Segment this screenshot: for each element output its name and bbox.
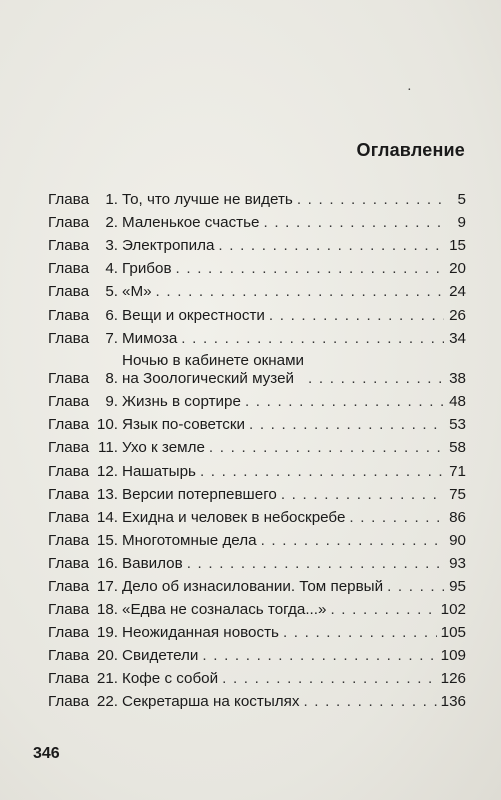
- chapter-number: 20.: [96, 647, 118, 665]
- chapter-title: Нашатырь: [122, 462, 196, 480]
- chapter-title: Жизнь в сортире: [122, 393, 241, 411]
- dot-leader: [264, 214, 445, 232]
- chapter-title: Электропила: [122, 237, 215, 255]
- dot-leader: [200, 463, 444, 481]
- toc-entry: [48, 411, 466, 434]
- chapter-label: Глава: [48, 554, 90, 572]
- chapter-label: Глава: [48, 283, 90, 301]
- chapter-number: 13.: [96, 485, 118, 503]
- chapter-label: Глава: [48, 439, 90, 457]
- chapter-title: Многотомные дела: [122, 531, 257, 549]
- chapter-number: 3.: [105, 237, 118, 255]
- toc-entry: [48, 504, 466, 527]
- chapter-number: 14.: [96, 508, 118, 526]
- chapter-title: Дело об изнасиловании. Том первый: [122, 578, 384, 595]
- chapter-number: 16.: [96, 554, 118, 572]
- dot-leader: [281, 486, 444, 504]
- toc-entry: [48, 481, 466, 504]
- dot-leader: [283, 624, 437, 642]
- toc-entry: [48, 573, 466, 596]
- chapter-page: 109: [440, 647, 466, 665]
- chapter-title: Вещи и окрестности: [122, 306, 265, 324]
- chapter-label: Глава: [48, 237, 90, 255]
- dot-leader: [209, 439, 444, 457]
- chapter-title: Свидетели: [122, 647, 199, 665]
- chapter-page: 38: [449, 370, 466, 388]
- stray-mark: ·: [407, 83, 412, 98]
- toc-entry: [48, 527, 466, 550]
- chapter-number: 12.: [96, 462, 118, 480]
- dot-leader: [303, 693, 436, 711]
- toc-entry: [48, 665, 466, 688]
- dot-leader: [187, 555, 444, 573]
- page-number: 346: [33, 745, 60, 762]
- chapter-page: 53: [449, 416, 466, 434]
- chapter-number: 17.: [96, 578, 118, 595]
- chapter-label: Глава: [48, 329, 90, 347]
- chapter-title: Мимоза: [122, 329, 178, 347]
- chapter-label: Глава: [48, 508, 90, 526]
- toc-entry: [48, 596, 466, 619]
- chapter-title: Грибов: [122, 260, 172, 278]
- chapter-page: 71: [449, 462, 466, 480]
- chapter-title: Ночью в кабинете окнами на Зоологический музей: [122, 352, 305, 388]
- chapter-number: 7.: [105, 329, 118, 347]
- toc-entry: [48, 550, 466, 573]
- chapter-number: 15.: [96, 531, 118, 549]
- chapter-number: 8.: [105, 370, 118, 388]
- chapter-page: 93: [449, 554, 466, 572]
- toc-entry: [48, 348, 466, 389]
- chapter-number: 19.: [96, 624, 118, 642]
- toc-entry: [48, 255, 466, 278]
- chapter-title: То, что лучше не видеть: [122, 191, 293, 209]
- dot-leader: [330, 601, 436, 619]
- dot-leader: [308, 370, 444, 388]
- chapter-title: Кофе с собой: [122, 670, 219, 688]
- chapter-number: 11.: [98, 439, 118, 457]
- chapter-page: 48: [449, 393, 466, 411]
- chapter-label: Глава: [48, 191, 90, 209]
- dot-leader: [218, 237, 444, 255]
- chapter-page: 15: [449, 237, 466, 255]
- dot-leader: [387, 578, 444, 596]
- chapter-label: Глава: [48, 647, 90, 665]
- dot-leader: [349, 509, 444, 527]
- chapter-title: Ухо к земле: [122, 439, 205, 457]
- dot-leader: [176, 260, 444, 278]
- toc-entry: [48, 209, 466, 232]
- toc-entry: [48, 186, 466, 209]
- chapter-title: Ехидна и человек в небоскребе: [122, 508, 346, 526]
- chapter-number: 9.: [105, 393, 118, 411]
- chapter-title: «М»: [122, 283, 152, 301]
- chapter-page: 86: [449, 508, 466, 526]
- chapter-number: 5.: [105, 283, 118, 301]
- chapter-page: 58: [449, 439, 466, 457]
- chapter-number: 1.: [105, 191, 118, 209]
- chapter-label: Глава: [48, 531, 90, 549]
- toc-entry: [48, 642, 466, 665]
- table-of-contents: [48, 186, 466, 711]
- chapter-label: Глава: [48, 370, 90, 388]
- chapter-label: Глава: [48, 601, 90, 619]
- page-title: Оглавление: [356, 140, 465, 160]
- dot-leader: [261, 532, 444, 550]
- chapter-number: 21.: [96, 670, 118, 688]
- chapter-label: Глава: [48, 393, 90, 411]
- chapter-page: 75: [449, 485, 466, 503]
- dot-leader: [249, 416, 444, 434]
- chapter-page: 105: [440, 624, 466, 642]
- chapter-label: Глава: [48, 693, 90, 711]
- dot-leader: [156, 283, 444, 301]
- chapter-title: Неожиданная новость: [122, 624, 279, 642]
- chapter-page: 34: [449, 329, 466, 347]
- chapter-page: 95: [449, 578, 466, 595]
- dot-leader: [202, 647, 436, 665]
- toc-entry: [48, 388, 466, 411]
- toc-entry: [48, 457, 466, 480]
- dot-leader: [245, 393, 444, 411]
- dot-leader: [181, 330, 444, 348]
- toc-entry: [48, 278, 466, 301]
- chapter-label: Глава: [48, 306, 90, 324]
- chapter-title: «Едва не созналась тогда...»: [122, 601, 327, 619]
- chapter-label: Глава: [48, 485, 90, 503]
- chapter-title: Секретарша на костылях: [122, 693, 300, 711]
- chapter-title: Вавилов: [122, 554, 183, 572]
- chapter-number: 6.: [105, 306, 118, 324]
- toc-entry: [48, 301, 466, 324]
- chapter-page: 90: [449, 531, 466, 549]
- chapter-label: Глава: [48, 214, 90, 232]
- chapter-number: 18.: [96, 601, 118, 619]
- chapter-label: Глава: [48, 416, 90, 434]
- chapter-page: 20: [449, 260, 466, 278]
- chapter-label: Глава: [48, 624, 90, 642]
- toc-entry: [48, 232, 466, 255]
- chapter-label: Глава: [48, 670, 90, 688]
- chapter-number: 22.: [96, 693, 118, 711]
- chapter-number: 2.: [105, 214, 118, 232]
- chapter-page: 126: [440, 670, 466, 688]
- dot-leader: [269, 307, 444, 325]
- chapter-title: Язык по-советски: [122, 416, 245, 434]
- chapter-title: Версии потерпевшего: [122, 485, 277, 503]
- chapter-page: 9: [457, 214, 466, 232]
- chapter-page: 136: [440, 693, 466, 711]
- dot-leader: [222, 670, 437, 688]
- toc-entry: [48, 434, 466, 457]
- chapter-page: 24: [449, 283, 466, 301]
- chapter-title: Маленькое счастье: [122, 214, 260, 232]
- chapter-page: 102: [440, 601, 466, 619]
- chapter-label: Глава: [48, 578, 90, 595]
- chapter-page: 5: [457, 191, 466, 209]
- chapter-label: Глава: [48, 462, 90, 480]
- dot-leader: [297, 191, 444, 209]
- chapter-page: 26: [449, 306, 466, 324]
- chapter-number: 4.: [105, 260, 118, 278]
- toc-entry: [48, 688, 466, 711]
- toc-entry: [48, 619, 466, 642]
- chapter-label: Глава: [48, 260, 90, 278]
- chapter-number: 10.: [96, 416, 118, 434]
- toc-entry: [48, 325, 466, 348]
